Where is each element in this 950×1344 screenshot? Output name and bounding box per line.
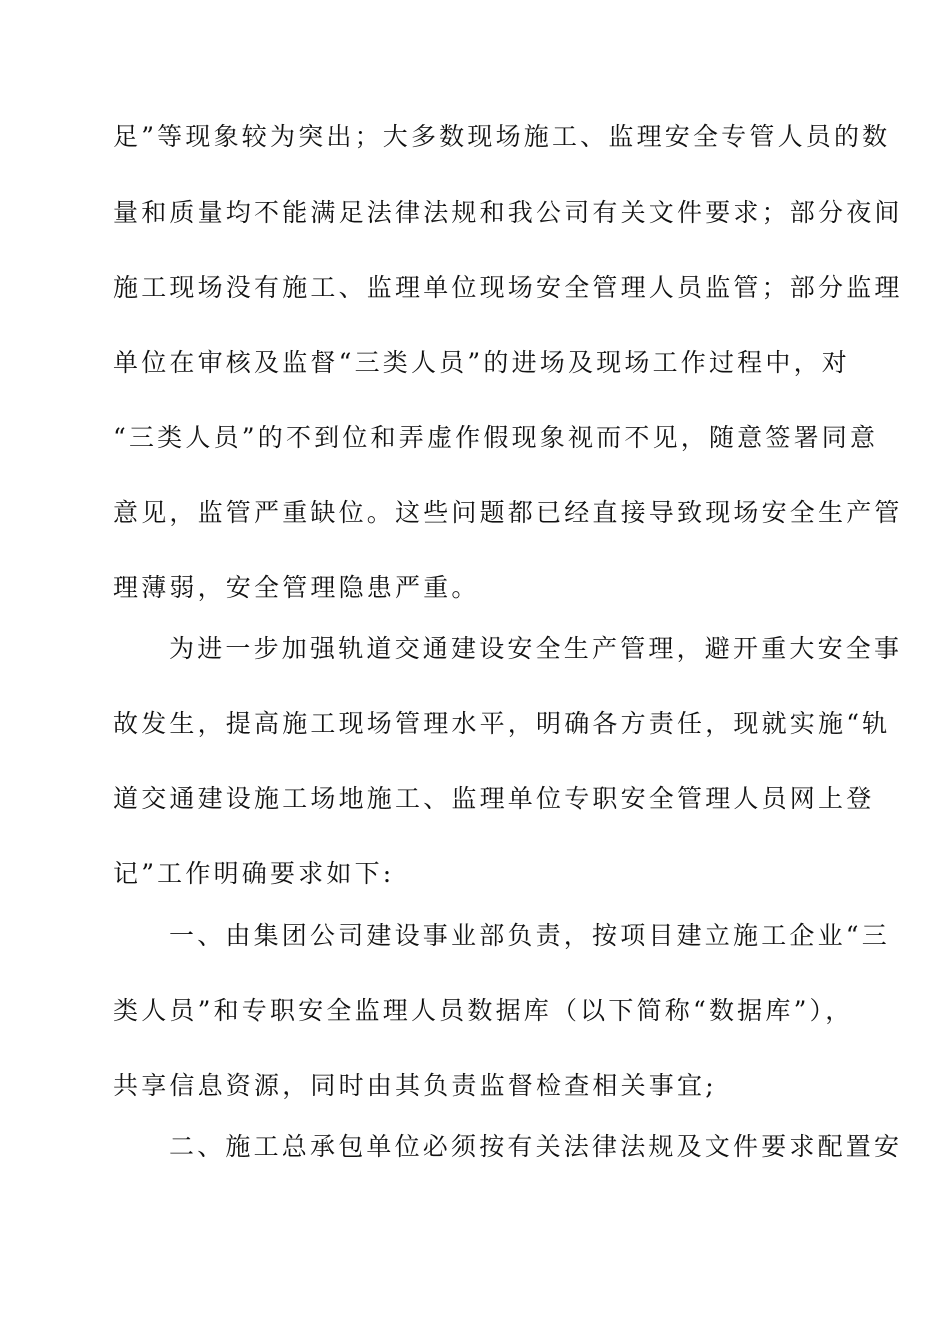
text-line: 二、施工总承包单位必须按有关法律法规及文件要求配置安 bbox=[169, 1132, 903, 1161]
text-line: 道交通建设施工场地施工、监理单位专职安全管理人员网上登 bbox=[113, 784, 875, 813]
text-line: 量和质量均不能满足法律法规和我公司有关文件要求；部分夜间 bbox=[113, 198, 903, 227]
text-line: 意见，监管严重缺位。这些问题都已经直接导致现场安全生产管 bbox=[113, 498, 903, 527]
text-line: 足”等现象较为突出；大多数现场施工、监理安全专管人员的数 bbox=[113, 122, 891, 151]
text-line: 单位在审核及监督“三类人员”的进场及现场工作过程中，对 bbox=[113, 348, 850, 377]
text-line: 一、由集团公司建设事业部负责，按项目建立施工企业“三 bbox=[169, 921, 890, 950]
text-line: 理薄弱，安全管理隐患严重。 bbox=[113, 573, 480, 602]
text-line: 故发生，提高施工现场管理水平，明确各方责任，现就实施“轨 bbox=[113, 709, 891, 738]
text-line: 共享信息资源，同时由其负责监督检查相关事宜; bbox=[113, 1071, 717, 1100]
text-line: 记”工作明确要求如下: bbox=[113, 859, 395, 888]
text-line: 为进一步加强轨道交通建设安全生产管理，避开重大安全事 bbox=[169, 634, 903, 663]
text-line: 类人员”和专职安全监理人员数据库（以下简称“数据库”）， bbox=[113, 996, 854, 1025]
text-line: 施工现场没有施工、监理单位现场安全管理人员监管；部分监理 bbox=[113, 273, 903, 302]
text-line: “三类人员”的不到位和弄虚作假现象视而不见，随意签署同意 bbox=[113, 423, 879, 452]
